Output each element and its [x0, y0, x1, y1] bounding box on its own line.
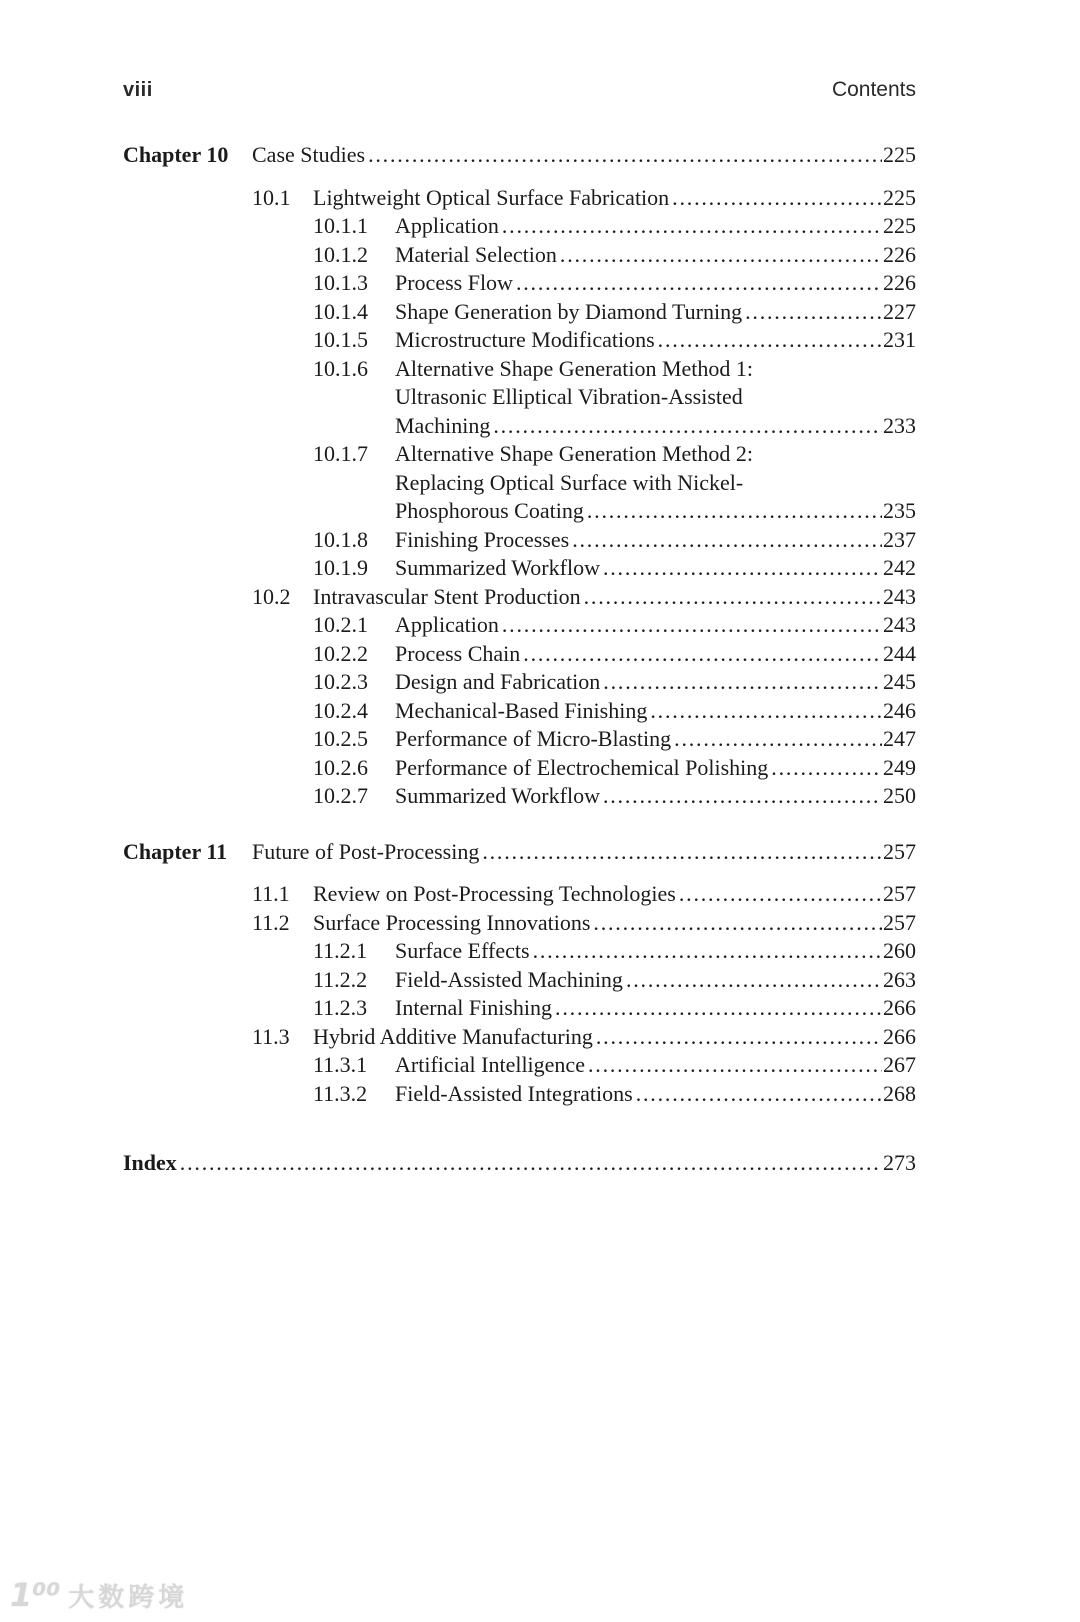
entry-last-line	[313, 184, 916, 213]
entry-last-line	[395, 326, 916, 355]
toc-entry	[313, 697, 916, 726]
entry-body	[313, 909, 916, 938]
entry-title-line: Alternative Shape Generation Method 1:	[395, 355, 754, 381]
toc-entry	[313, 640, 916, 669]
entry-page-number: 247	[883, 726, 916, 751]
entry-body	[313, 583, 916, 612]
entry-number: 10.1.8	[313, 526, 368, 552]
entry-body	[395, 668, 916, 697]
entry-title: Summarized Workflow	[395, 783, 600, 808]
entry-title-line: Replacing Optical Surface with Nickel-	[395, 469, 744, 495]
entry-page-number: 246	[883, 697, 916, 723]
chapter-page-number: 257	[883, 838, 916, 864]
entry-body	[395, 994, 916, 1023]
chapter-title: Future of Post-Processing	[252, 838, 480, 864]
entry-page-number: 226	[883, 270, 916, 295]
toc-entry	[313, 937, 916, 966]
leader-dots	[502, 212, 882, 241]
toc-entry	[313, 355, 916, 441]
entry-page-number: 249	[883, 754, 916, 780]
watermark-text: 大数跨境	[68, 1582, 189, 1613]
leader-dots	[555, 994, 882, 1023]
entry-body	[395, 298, 916, 327]
leader-dots	[593, 909, 882, 938]
entry-number: 11.3	[252, 1023, 290, 1049]
leader-dots	[658, 326, 882, 355]
entry-title: Summarized Workflow	[395, 555, 600, 580]
leader-dots	[588, 1051, 882, 1080]
entry-title: Field-Assisted Integrations	[395, 1080, 633, 1106]
entry-last-line	[313, 909, 916, 938]
index-title: Index	[123, 1150, 177, 1175]
leader-dots	[560, 241, 882, 270]
toc-entry	[313, 298, 916, 327]
entry-body	[395, 212, 916, 241]
entry-number: 10.1.1	[313, 213, 368, 238]
entry-body	[395, 326, 916, 355]
leader-dots	[674, 725, 882, 754]
entry-body	[395, 526, 916, 555]
entry-page-number: 243	[883, 612, 916, 637]
entry-last-line	[395, 298, 916, 327]
leader-dots	[368, 141, 882, 170]
leader-dots	[572, 526, 882, 555]
entry-page-number: 266	[883, 995, 916, 1020]
entry-number: 11.3.1	[313, 1052, 368, 1077]
leader-dots	[603, 668, 882, 697]
entry-last-line	[395, 782, 916, 811]
entry-number: 10.2.5	[313, 726, 368, 751]
toc-entry	[252, 184, 916, 213]
toc-entry	[252, 583, 916, 612]
entry-last-line	[395, 1051, 916, 1080]
leader-dots	[745, 298, 882, 327]
entry-page-number: 237	[883, 526, 916, 552]
entry-number: 10.2.1	[313, 612, 368, 637]
entry-body	[395, 754, 916, 783]
entry-last-line	[395, 1080, 916, 1109]
entry-title: Design and Fabrication	[395, 669, 601, 694]
entry-number: 11.2.3	[313, 995, 368, 1020]
toc-entry	[313, 1051, 916, 1080]
chapter-heading	[123, 141, 916, 170]
entry-title: Shape Generation by Diamond Turning	[395, 298, 743, 324]
entry-title: Internal Finishing	[395, 995, 553, 1020]
entry-number: 10.1.2	[313, 241, 368, 267]
entry-last-line	[313, 880, 916, 909]
entry-title: Phosphorous Coating	[395, 498, 584, 523]
entry-number: 10.2	[252, 583, 291, 609]
entry-title: Process Chain	[395, 640, 521, 666]
entry-body	[395, 725, 916, 754]
entry-title: Hybrid Additive Manufacturing	[313, 1023, 593, 1049]
entry-body	[395, 697, 916, 726]
toc-entry	[313, 526, 916, 555]
entry-body	[395, 241, 916, 270]
watermark-logo: 1⁰⁰	[10, 1576, 61, 1614]
toc-entry	[313, 440, 916, 526]
entry-body	[395, 966, 916, 995]
toc-entry	[313, 326, 916, 355]
entry-number: 11.2	[252, 909, 290, 935]
leader-dots	[523, 640, 882, 669]
entry-body	[395, 640, 916, 669]
entry-body	[395, 355, 916, 441]
entry-title: Material Selection	[395, 241, 557, 267]
leader-dots	[650, 697, 882, 726]
leader-dots	[596, 1023, 882, 1052]
entry-body	[395, 1051, 916, 1080]
toc-entry	[313, 994, 916, 1023]
entry-title: Application	[395, 612, 499, 637]
running-head: Contents	[831, 78, 916, 101]
entry-title-line: Ultrasonic Elliptical Vibration-Assisted	[395, 384, 743, 409]
entry-last-line	[395, 526, 916, 555]
leader-dots	[679, 880, 882, 909]
toc-entry	[313, 782, 916, 811]
leader-dots	[626, 966, 882, 995]
chapter-page-number: 225	[883, 142, 916, 167]
entry-number: 11.2.2	[313, 966, 368, 992]
entry-last-line	[395, 640, 916, 669]
entry-number: 10.2.6	[313, 754, 368, 780]
entry-page-number: 268	[883, 1080, 916, 1106]
entry-page-number: 226	[883, 241, 916, 267]
index-page-number: 273	[883, 1150, 916, 1175]
folio-page-number: viii	[123, 79, 153, 101]
entry-number: 10.1.9	[313, 555, 368, 580]
entry-page-number: 257	[883, 881, 916, 906]
entry-number: 11.2.1	[313, 938, 368, 963]
entry-last-line	[395, 994, 916, 1023]
entry-title: Application	[395, 213, 499, 238]
toc-entry	[313, 212, 916, 241]
entry-number: 11.3.2	[313, 1080, 368, 1106]
entry-last-line	[395, 754, 916, 783]
entry-last-line	[313, 1023, 916, 1052]
leader-dots	[493, 412, 882, 441]
toc	[123, 141, 916, 1108]
entry-title: Performance of Electrochemical Polishing	[395, 754, 769, 780]
entry-last-line	[395, 697, 916, 726]
leader-dots	[180, 1149, 882, 1178]
leader-dots	[672, 184, 882, 213]
chapter-label: Chapter 10	[123, 142, 229, 167]
leader-dots	[502, 611, 882, 640]
toc-entry	[252, 909, 916, 938]
entry-title: Review on Post-Processing Technologies	[313, 881, 676, 906]
leader-dots	[636, 1080, 882, 1109]
entry-page-number: 260	[883, 938, 916, 963]
entry-last-line	[395, 668, 916, 697]
entry-last-line	[395, 725, 916, 754]
entry-page-number: 267	[883, 1052, 916, 1077]
entry-number: 10.2.4	[313, 697, 368, 723]
entry-title: Performance of Micro-Blasting	[395, 726, 672, 751]
entry-last-line	[395, 937, 916, 966]
entry-page-number: 235	[883, 498, 916, 523]
entry-last-line	[395, 966, 916, 995]
entry-page-number: 244	[883, 640, 916, 666]
toc-entry	[313, 241, 916, 270]
chapter-section	[123, 838, 916, 1109]
entry-body	[395, 611, 916, 640]
entry-title: Lightweight Optical Surface Fabrication	[313, 184, 670, 210]
entry-number: 10.1.7	[313, 441, 368, 466]
entry-page-number: 263	[883, 966, 916, 992]
toc-entry	[313, 554, 916, 583]
entry-title: Surface Processing Innovations	[313, 909, 591, 935]
entry-number: 10.1.6	[313, 355, 368, 381]
entry-page-number: 250	[883, 783, 916, 808]
entry-last-line	[395, 611, 916, 640]
entry-page-number: 233	[883, 412, 916, 438]
entry-title: Mechanical-Based Finishing	[395, 697, 648, 723]
leader-dots	[516, 269, 882, 298]
entry-page-number: 257	[883, 909, 916, 935]
entry-number: 10.2.7	[313, 783, 368, 808]
entry-title: Machining	[395, 412, 491, 438]
entry-page-number: 225	[883, 184, 916, 210]
chapter-section	[123, 141, 916, 811]
entry-last-line	[395, 269, 916, 298]
entry-last-line	[313, 583, 916, 612]
entry-body	[395, 269, 916, 298]
leader-dots	[482, 838, 882, 867]
entry-body	[313, 1023, 916, 1052]
chapter-entries	[123, 880, 916, 1108]
toc-entry	[313, 668, 916, 697]
entry-page-number: 243	[883, 583, 916, 609]
toc-entry	[252, 880, 916, 909]
entry-title-line: Alternative Shape Generation Method 2:	[395, 441, 754, 466]
entry-number: 10.1.4	[313, 298, 368, 324]
leader-dots	[603, 554, 882, 583]
leader-dots	[587, 497, 882, 526]
entry-page-number: 231	[883, 327, 916, 352]
toc-entry	[313, 725, 916, 754]
entry-number: 10.1.5	[313, 327, 368, 352]
chapter-heading	[123, 838, 916, 867]
toc-entry	[313, 966, 916, 995]
entry-number: 10.1	[252, 184, 291, 210]
entry-number: 10.2.3	[313, 669, 368, 694]
leader-dots	[771, 754, 882, 783]
entry-body	[395, 1080, 916, 1109]
chapter-title: Case Studies	[252, 142, 366, 167]
entry-body	[395, 782, 916, 811]
entry-body	[313, 184, 916, 213]
entry-body	[395, 554, 916, 583]
leader-dots	[533, 937, 882, 966]
entry-page-number: 245	[883, 669, 916, 694]
page-header	[123, 78, 916, 102]
entry-title: Field-Assisted Machining	[395, 966, 623, 992]
entry-title: Finishing Processes	[395, 526, 570, 552]
chapter-label: Chapter 11	[123, 838, 228, 864]
entry-number: 10.2.2	[313, 640, 368, 666]
entry-body	[395, 937, 916, 966]
toc-entry	[313, 611, 916, 640]
entry-title: Microstructure Modifications	[395, 327, 655, 352]
toc-entry	[252, 1023, 916, 1052]
entry-page-number: 266	[883, 1023, 916, 1049]
toc-entry	[313, 754, 916, 783]
entry-last-line	[395, 212, 916, 241]
toc-entry	[313, 269, 916, 298]
chapter-entries	[123, 184, 916, 811]
entry-title: Artificial Intelligence	[395, 1052, 585, 1077]
entry-last-line	[395, 497, 916, 526]
entry-body	[395, 440, 916, 526]
entry-last-line	[395, 554, 916, 583]
entry-page-number: 242	[883, 555, 916, 580]
entry-number: 10.1.3	[313, 270, 368, 295]
entry-title: Intravascular Stent Production	[313, 583, 581, 609]
index-entry	[123, 1149, 916, 1178]
entry-last-line	[395, 241, 916, 270]
entry-number: 11.1	[252, 881, 290, 906]
entry-page-number: 227	[883, 298, 916, 324]
entry-body	[313, 880, 916, 909]
entry-title: Process Flow	[395, 270, 513, 295]
leader-dots	[603, 782, 882, 811]
leader-dots	[584, 583, 882, 612]
watermark	[10, 1576, 188, 1614]
toc-entry	[313, 1080, 916, 1109]
entry-last-line	[395, 412, 916, 441]
entry-title: Surface Effects	[395, 938, 530, 963]
entry-page-number: 225	[883, 213, 916, 238]
